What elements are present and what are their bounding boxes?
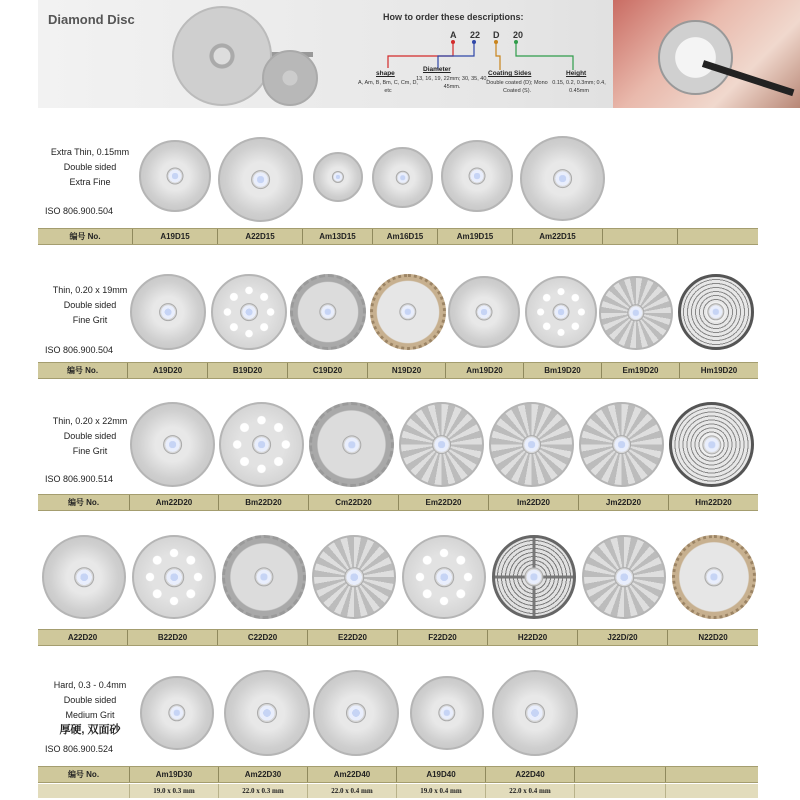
product-code: Am19D20 [446, 363, 524, 378]
section-1-code-bar [38, 228, 758, 245]
section-5-label-line: 厚硬, 双面砂 [59, 724, 121, 736]
section-5-label-line: Double sided [63, 695, 117, 705]
product-code: Im22D20 [489, 495, 579, 510]
product-code: N22D20 [698, 633, 728, 642]
product-code: B22D20 [128, 630, 218, 645]
product-code: A19D40 [397, 767, 486, 782]
disc-image [218, 137, 303, 222]
disc-image [492, 535, 576, 619]
order-label-shape: shape [376, 70, 395, 77]
section-3-iso: ISO 806.900.514 [45, 474, 114, 484]
order-label-coating: Coating Sides [488, 70, 532, 77]
order-desc-diameter: 13, 16, 19, 22mm; 30, 35, 40, 45mm. [416, 76, 488, 90]
product-code: A19D20 [128, 363, 208, 378]
size-value [666, 784, 758, 798]
disc-image [211, 274, 287, 350]
product-code [666, 767, 758, 782]
disc-image [42, 535, 126, 619]
disc-image [312, 535, 396, 619]
order-desc-height: 0.15, 0.2, 0.3mm; 0.4, 0.45mm [552, 80, 606, 94]
product-code: Am16D15 [373, 229, 438, 244]
size-value: 22.0 x 0.4 mm [486, 784, 575, 798]
order-label-diameter: Diameter [423, 66, 451, 73]
section-3-code-bar [38, 494, 758, 511]
product-code [575, 767, 666, 782]
empty-cell [678, 229, 758, 244]
size-value: 19.0 x 0.3 mm [130, 784, 219, 798]
disc-image [402, 535, 486, 619]
section-5-size-bar [38, 784, 758, 798]
size-value [575, 784, 666, 798]
disc-image [290, 274, 366, 350]
no-header: 编号 No. [38, 363, 128, 378]
section-2-iso: ISO 806.900.504 [45, 345, 114, 355]
section-2-label [40, 283, 140, 328]
disc-image [599, 276, 673, 350]
disc-image [669, 402, 754, 487]
product-code: Am22D40 [308, 767, 397, 782]
disc-image [130, 402, 215, 487]
product-code: Bm19D20 [524, 363, 602, 378]
order-label-height: Height [566, 70, 587, 77]
no-header: 编号 No. [38, 495, 130, 510]
section-1-label-line: Double sided [63, 162, 117, 172]
disc-image [441, 140, 513, 212]
product-code: B19D20 [208, 363, 288, 378]
product-code: C22D20 [218, 630, 308, 645]
size-value: 22.0 x 0.4 mm [308, 784, 397, 798]
section-1-iso: ISO 806.900.504 [45, 206, 114, 216]
disc-image [224, 670, 310, 756]
disc-image [372, 147, 433, 208]
disc-image [410, 676, 484, 750]
product-code: Jm22D20 [579, 495, 669, 510]
section-2-label-line: Thin, 0.20 x 19mm [52, 285, 128, 295]
disc-image [672, 535, 756, 619]
product-code: Cm22D20 [309, 495, 399, 510]
page-title: Diamond Disc [48, 12, 135, 27]
section-2-code-bar [38, 362, 758, 379]
section-3-label-line: Thin, 0.20 x 22mm [52, 416, 128, 426]
usage-photo [613, 0, 800, 108]
product-code: A19D15 [133, 229, 218, 244]
product-code: Hm22D20 [695, 498, 732, 507]
no-header: 编号 No. [38, 767, 130, 782]
order-guide-title: How to order these descriptions: [383, 12, 524, 22]
disc-image [313, 152, 363, 202]
section-5-iso: ISO 806.900.524 [45, 744, 114, 754]
section-3-label-line: Double sided [63, 431, 117, 441]
product-code: Bm22D20 [219, 495, 309, 510]
disc-image [525, 276, 597, 348]
product-code: N19D20 [368, 363, 446, 378]
order-code-height: 20 [513, 30, 524, 40]
product-code: Am19D30 [130, 767, 219, 782]
product-code: E22D20 [308, 630, 398, 645]
section-2-label-line: Fine Grit [72, 315, 108, 325]
section-3-label-line: Fine Grit [72, 446, 108, 456]
product-code: H22D20 [488, 630, 578, 645]
product-disc-image-small [262, 50, 318, 106]
product-code: J22D/20 [578, 630, 668, 645]
disc-image [489, 402, 574, 487]
product-disc-image [172, 6, 272, 106]
order-code-diameter: 22 [470, 30, 481, 40]
section-1-label-line: Extra Thin, 0.15mm [50, 147, 130, 157]
order-code-shape: A [450, 30, 457, 40]
disc-image [219, 402, 304, 487]
product-code: Am22D30 [219, 767, 308, 782]
disc-image [140, 676, 214, 750]
disc-image [130, 274, 206, 350]
empty-cell [38, 784, 130, 798]
disc-image [448, 276, 520, 348]
usage-photo-disc [658, 20, 733, 95]
section-5-label-line: Medium Grit [65, 710, 115, 720]
product-code: A22D40 [486, 767, 575, 782]
order-code-coating: D [493, 30, 500, 40]
order-desc-shape: A, Am, B, Bm, C, Cm, D, etc [358, 80, 418, 94]
product-code [603, 229, 678, 244]
product-code: Am22D20 [130, 495, 219, 510]
size-value: 19.0 x 0.4 mm [397, 784, 486, 798]
disc-image [582, 535, 666, 619]
disc-image [222, 535, 306, 619]
disc-image [520, 136, 605, 221]
section-5-code-bar [38, 766, 758, 783]
section-5-label-line: Hard, 0.3 - 0.4mm [53, 680, 127, 690]
product-code: A22D20 [38, 630, 128, 645]
product-code: Hm19D20 [700, 366, 738, 375]
product-code: F22D20 [398, 630, 488, 645]
disc-image [399, 402, 484, 487]
size-value: 22.0 x 0.3 mm [219, 784, 308, 798]
section-3-label [40, 414, 140, 459]
section-1-label [40, 145, 140, 190]
header-banner [38, 0, 800, 108]
product-code: A22D15 [218, 229, 303, 244]
no-header: 编号 No. [38, 229, 133, 244]
product-code: Am13D15 [303, 229, 373, 244]
product-code: Em22D20 [399, 495, 489, 510]
section-5-label [40, 678, 140, 738]
section-2-label-line: Double sided [63, 300, 117, 310]
product-code: Em19D20 [602, 363, 680, 378]
disc-image [132, 535, 216, 619]
order-guide [338, 8, 608, 103]
order-desc-coating: Double coated (D); Mono Coated (S). [486, 80, 548, 94]
disc-image [139, 140, 211, 212]
disc-image [579, 402, 664, 487]
disc-image [309, 402, 394, 487]
section-1-label-line: Extra Fine [69, 177, 111, 187]
product-code: Am22D15 [513, 229, 603, 244]
disc-image [313, 670, 399, 756]
section-4-code-bar [38, 629, 758, 646]
disc-image [370, 274, 446, 350]
disc-image [678, 274, 754, 350]
product-code: Am19D15 [438, 229, 513, 244]
disc-image [492, 670, 578, 756]
product-code: C19D20 [288, 363, 368, 378]
